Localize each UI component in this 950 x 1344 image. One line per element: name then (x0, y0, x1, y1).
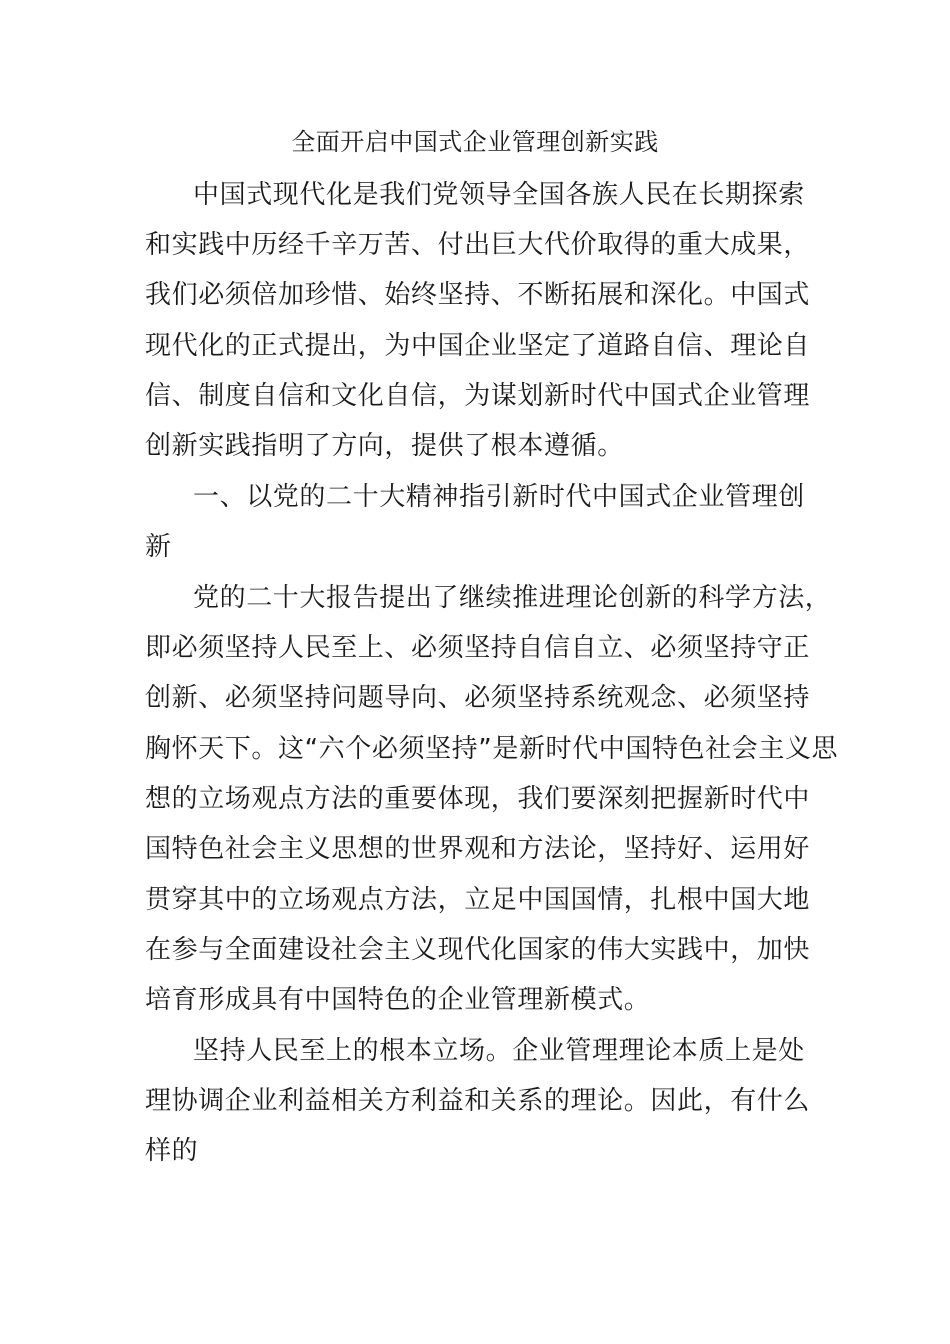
paragraph-line: 中国式现代化是我们党领导全国各族人民在长期探索 (193, 180, 805, 210)
paragraph-line: 理协调企业利益相关方利益和关系的理论。因此，有什么 (145, 1086, 811, 1116)
paragraph-line: 国特色社会主义思想的世界观和方法论，坚持好、运用好 (145, 834, 811, 864)
paragraph-line: 样的 (145, 1136, 199, 1166)
paragraph-line: 创新实践指明了方向，提供了根本遵循。 (145, 431, 624, 461)
paragraph-line: 培育形成具有中国特色的企业管理新模式。 (145, 985, 651, 1015)
paragraph-line: 即必须坚持人民至上、必须坚持自信自立、必须坚持守正 (145, 633, 811, 663)
document-title: 全面开启中国式企业管理创新实践 (291, 128, 659, 156)
section-heading-line: 新 (145, 532, 172, 562)
section-heading-line: 一、以党的二十大精神指引新时代中国式企业管理创 (193, 482, 805, 512)
paragraph-line: 党的二十大报告提出了继续推进理论创新的科学方法， (193, 583, 832, 613)
paragraph-line: 信、制度自信和文化自信，为谋划新时代中国式企业管理 (145, 381, 811, 411)
paragraph-line: 想的立场观点方法的重要体现，我们要深刻把握新时代中 (145, 784, 811, 814)
paragraph-line: 我们必须倍加珍惜、始终坚持、不断拓展和深化。中国式 (145, 280, 811, 310)
paragraph-line: 现代化的正式提出，为中国企业坚定了道路自信、理论自 (145, 331, 811, 361)
paragraph-line: 创新、必须坚持问题导向、必须坚持系统观念、必须坚持 (145, 683, 811, 713)
paragraph-line: 和实践中历经千辛万苦、付出巨大代价取得的重大成果， (145, 230, 811, 260)
paragraph-line: 贯穿其中的立场观点方法，立足中国国情，扎根中国大地 (145, 885, 811, 915)
paragraph-line: 胸怀天下。这“六个必须坚持”是新时代中国特色社会主义思 (145, 734, 839, 764)
paragraph-line: 坚持人民至上的根本立场。企业管理理论本质上是处 (193, 1036, 805, 1066)
paragraph-line: 在参与全面建设社会主义现代化国家的伟大实践中，加快 (145, 935, 811, 965)
